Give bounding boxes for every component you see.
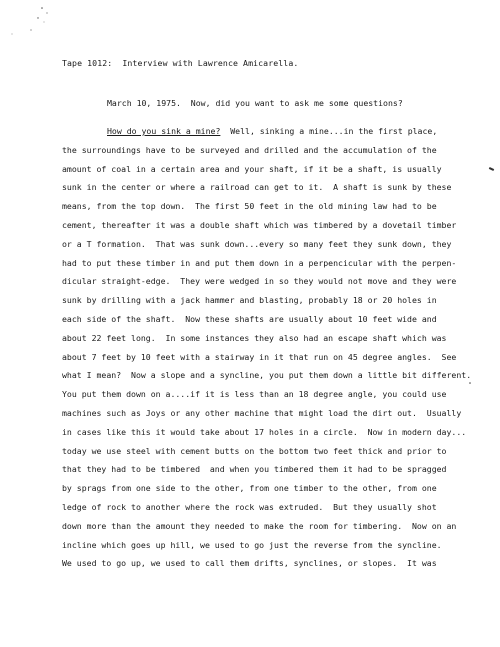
body-line: the surroundings have to be surveyed and drilled and the accumulation of the (62, 144, 437, 155)
question-text: How do you sink a mine? (107, 126, 221, 136)
body-line: each side of the shaft. Now these shafts are usually about 10 feet wide and (62, 313, 437, 324)
date-line: March 10, 1975. Now, did you want to ask me some questions? (107, 98, 403, 108)
body-line: amount of coal in a certain area and your shaft, if it be a shaft, is usually (62, 163, 442, 174)
body-line: cement, thereafter it was a double shaft which was timbered by a dovetail timber (62, 219, 457, 230)
body-line: dicular straight-edge. They were wedged in so they would not move and they were (62, 276, 457, 287)
body-line: that they had to be timbered and when you timbered them it had to be spragged (62, 464, 447, 475)
body-line: sunk by drilling with a jack hammer and blasting, probably 18 or 20 holes in (62, 295, 437, 306)
body-line: in cases like this it would take about 17 holes in a circle. Now in modern day... (62, 426, 467, 437)
body-line: or a T formation. That was sunk down...every so many feet they sunk down, they (62, 238, 452, 249)
interview-body (62, 122, 492, 573)
body-line: had to put these timber in and put them down in a perpencicular with the perpen- (62, 257, 457, 268)
body-line: about 22 feet long. In some instances they also had an escape shaft which was (62, 332, 447, 343)
body-line: by sprags from one side to the other, from one timber to the other, from one (62, 483, 437, 494)
body-line: down more than the amount they needed to make the room for timbering. Now on an (62, 520, 457, 531)
body-line: We used to go up, we used to call them drifts, synclines, or slopes. It was (62, 558, 437, 569)
body-line: You put them down on a....if it is less than an 18 degree angle, you could use (62, 389, 447, 400)
body-line: sunk in the center or where a railroad can get to it. A shaft is sunk by these (62, 182, 452, 193)
body-line: today we use steel with cement butts on the bottom two feet thick and prior to (62, 445, 447, 456)
tape-heading: Tape 1012: Interview with Lawrence Amicarella. (62, 58, 299, 68)
body-line: means, from the top down. The first 50 feet in the old mining law had to be (62, 201, 437, 212)
body-line: what I mean? Now a slope and a syncline, you put them down a little bit different. (62, 370, 472, 381)
body-line: about 7 feet by 10 feet with a stairway in it that run on 45 degree angles. See (62, 351, 457, 362)
body-line: incline which goes up hill, we used to go just the reverse from the syncline. (62, 539, 442, 550)
body-line: ledge of rock to another where the rock was extruded. But they usually shot (62, 501, 437, 512)
body-line: machines such as Joys or any other machine that might load the dirt out. Usually (62, 407, 462, 418)
question-line (62, 122, 492, 141)
answer-start: Well, sinking a mine...in the first place, (220, 126, 438, 136)
